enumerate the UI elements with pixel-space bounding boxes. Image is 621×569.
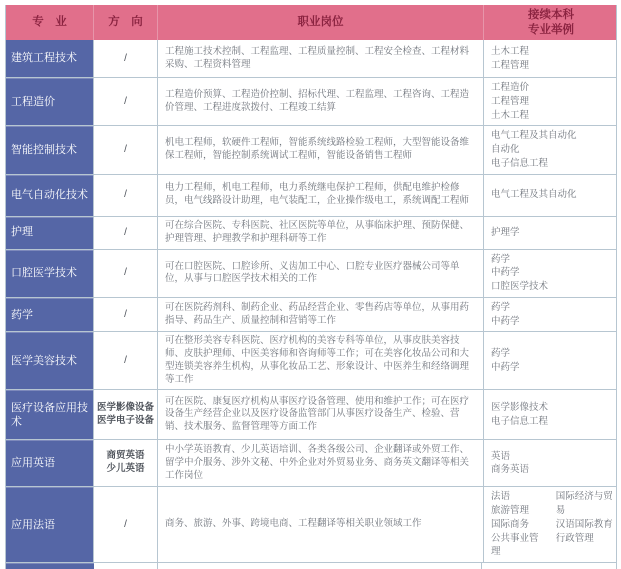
major-cell: 医疗设备应用技术: [6, 390, 94, 439]
partial-direction-cell: [94, 563, 158, 569]
direction-cell: /: [94, 250, 158, 297]
direction-line: 医学电子设备: [96, 414, 154, 426]
bachelor-item: 国际商务: [491, 518, 530, 530]
bachelor-item: 行政管理: [555, 532, 594, 544]
jobs-cell: [158, 487, 484, 562]
header-row: [6, 5, 616, 40]
jobs-cell: [158, 126, 484, 173]
direction-line: 医学影像设备: [96, 401, 154, 413]
table-row: [6, 487, 616, 563]
bachelor-cell: [484, 40, 618, 77]
bachelor-item: 法语: [491, 491, 511, 503]
header-jobs: 职业岗位: [158, 5, 484, 40]
bachelor-item: 药学: [491, 253, 511, 265]
jobs-text: 中小学英语教育、少儿英语培训、各类各级公司、企业翻译或外贸工作、留学中介服务、涉外文秘、中外企业对外贸易业务、商务英文翻译等相关工作岗位: [165, 444, 470, 481]
table-row: [6, 440, 616, 487]
bachelor-item: 国际经济与贸易: [555, 491, 613, 517]
jobs-text: 可在综合医院、专科医院、社区医院等单位，从事临床护理、预防保健、护理管理、护理教学和护理科研等工作: [165, 219, 470, 244]
direction-cell: /: [94, 175, 158, 216]
table-row: [6, 40, 616, 78]
direction-cell: /: [94, 78, 158, 125]
jobs-text: 商务、旅游、外事、跨境电商、工程翻译等相关职业领域工作: [165, 518, 422, 530]
bachelor-cell: [484, 250, 618, 297]
jobs-text: 机电工程师，软硬件工程师，智能系统线路检验工程师，大型智能设备维保工程师，智能控制系统调试工程师，智能设备销售工程师: [165, 137, 470, 161]
bachelor-cell: [484, 390, 618, 439]
jobs-text: 电力工程师，机电工程师，电力系统继电保护工程师，供配电维护检修员，电气线路设计助理，电气装配工，企业操作级电工，系统调配工程师: [165, 182, 470, 207]
bachelor-item: 自动化: [491, 144, 520, 156]
header-bachelor-line2: 专业举例: [528, 23, 574, 36]
major-cell: 应用法语: [6, 487, 94, 562]
header-major: 专 业: [6, 5, 94, 40]
jobs-cell: [158, 440, 484, 486]
header-bachelor-line1: 接续本科: [528, 9, 574, 22]
jobs-cell: [158, 78, 484, 125]
jobs-cell: [158, 390, 484, 439]
table-body: [6, 40, 616, 563]
table-row: [6, 126, 616, 174]
partial-row: [6, 563, 616, 569]
table-row: [6, 390, 616, 440]
partial-bachelor-cell: [482, 563, 616, 569]
bachelor-item: 电气工程及其自动化: [491, 189, 577, 201]
direction-line: 商贸英语: [106, 450, 145, 462]
bachelor-cell: [484, 298, 618, 332]
jobs-cell: [158, 40, 484, 77]
bachelor-item: 工程管理: [491, 95, 530, 107]
jobs-text: 可在医院药剂科、制药企业、药品经营企业、零售药店等单位，从事用药指导、药品生产、质量控制和营销等工作: [165, 301, 470, 326]
bachelor-item: 中药学: [491, 267, 520, 279]
major-cell: 工程造价: [6, 78, 94, 125]
direction-cell: /: [94, 298, 158, 332]
bachelor-item: 护理学: [491, 226, 520, 238]
majors-table: [5, 5, 617, 569]
jobs-text: 可在医院、康复医疗机构从事医疗设备管理、使用和维护工作；可在医疗设备生产经营企业以及医疗设备监管部门从事医疗设备生产、检验、营销、技术服务、监督管理等方面工作: [165, 395, 470, 433]
table-row: [6, 217, 616, 250]
major-cell: 医学美容技术: [6, 332, 94, 389]
major-cell: 口腔医学技术: [6, 250, 94, 297]
jobs-cell: [158, 250, 484, 297]
bachelor-column: [491, 490, 543, 559]
direction-cell: /: [94, 487, 158, 562]
header-bachelor: [484, 5, 618, 40]
major-cell: 护理: [6, 217, 94, 249]
bachelor-item: 电子信息工程: [491, 157, 549, 169]
header-bachelor-text: [528, 8, 574, 37]
bachelor-item: 工程造价: [491, 82, 530, 93]
bachelor-cell: [484, 78, 618, 125]
jobs-text: 可在整形美容专科医院、医疗机构的美容专科等单位，从事皮肤美容技师、皮肤护理师、中医美容师和咨询师等工作；可在美容化妆品公司和大型连锁美容养生机构，从事化妆品工艺、形象设计、中医养生和经络调理等工作: [165, 335, 470, 385]
bachelor-item: 中药学: [491, 315, 520, 327]
bachelor-item: 工程管理: [491, 59, 530, 71]
major-cell: 智能控制技术: [6, 126, 94, 173]
jobs-text: 工程施工技术控制、工程监理、工程质量控制、工程安全检查、工程材料采购、工程资料管理: [165, 45, 470, 70]
partial-major-cell: [6, 563, 94, 569]
direction-line: 少儿英语: [106, 463, 145, 475]
jobs-text: 可在口腔医院、口腔诊所、义齿加工中心、口腔专业医疗器械公司等单位，从事与口腔医学技术相关的工作: [165, 260, 460, 285]
bachelor-item: 口腔医学技术: [491, 281, 549, 293]
bachelor-cell: [484, 217, 618, 249]
bachelor-item: 商务英语: [491, 464, 530, 476]
jobs-cell: [158, 175, 484, 216]
direction-cell: /: [94, 126, 158, 173]
direction-cell: [94, 390, 158, 439]
table-row: [6, 332, 616, 390]
table-row: [6, 250, 616, 298]
bachelor-item: 医学影像技术: [491, 402, 549, 414]
partial-jobs-cell: [158, 563, 483, 569]
bachelor-item: 公共事业管理: [491, 532, 539, 558]
bachelor-columns: [491, 490, 616, 559]
direction-lines: [106, 450, 144, 476]
direction-cell: /: [94, 217, 158, 249]
bachelor-cell: [484, 487, 618, 562]
bachelor-item: 旅游管理: [491, 505, 530, 517]
bachelor-item: 药学: [491, 348, 511, 360]
jobs-cell: [158, 217, 484, 249]
header-direction: 方 向: [94, 5, 158, 40]
bachelor-cell: [484, 332, 618, 389]
bachelor-item: 电子信息工程: [491, 415, 549, 427]
major-cell: 应用英语: [6, 440, 94, 486]
direction-lines: [97, 402, 154, 428]
jobs-text: 工程造价预算、工程造价控制、招标代理、工程监理、工程咨询、工程造价管理、工程进度款拨付、工程竣工结算: [165, 88, 470, 113]
table-row: [6, 78, 616, 126]
bachelor-cell: [484, 175, 618, 216]
major-cell: 电气自动化技术: [6, 175, 94, 216]
major-cell: 药学: [6, 298, 94, 332]
bachelor-column: [556, 490, 616, 559]
major-cell: 建筑工程技术: [6, 40, 94, 77]
bachelor-item: 汉语国际教育: [555, 518, 613, 530]
direction-cell: [94, 440, 158, 486]
bachelor-cell: [484, 440, 618, 486]
direction-cell: /: [94, 40, 158, 77]
table-row: [6, 298, 616, 333]
table-row: [6, 175, 616, 217]
bachelor-item: 英语: [491, 450, 511, 462]
bachelor-item: 电气工程及其自动化: [491, 130, 577, 142]
bachelor-item: 土木工程: [491, 109, 530, 121]
jobs-cell: [158, 332, 484, 389]
bachelor-item: 中药学: [491, 361, 520, 373]
bachelor-item: 药学: [491, 301, 511, 313]
bachelor-item: 土木工程: [491, 45, 530, 57]
bachelor-cell: [484, 126, 618, 173]
jobs-cell: [158, 298, 484, 332]
direction-cell: /: [94, 332, 158, 389]
